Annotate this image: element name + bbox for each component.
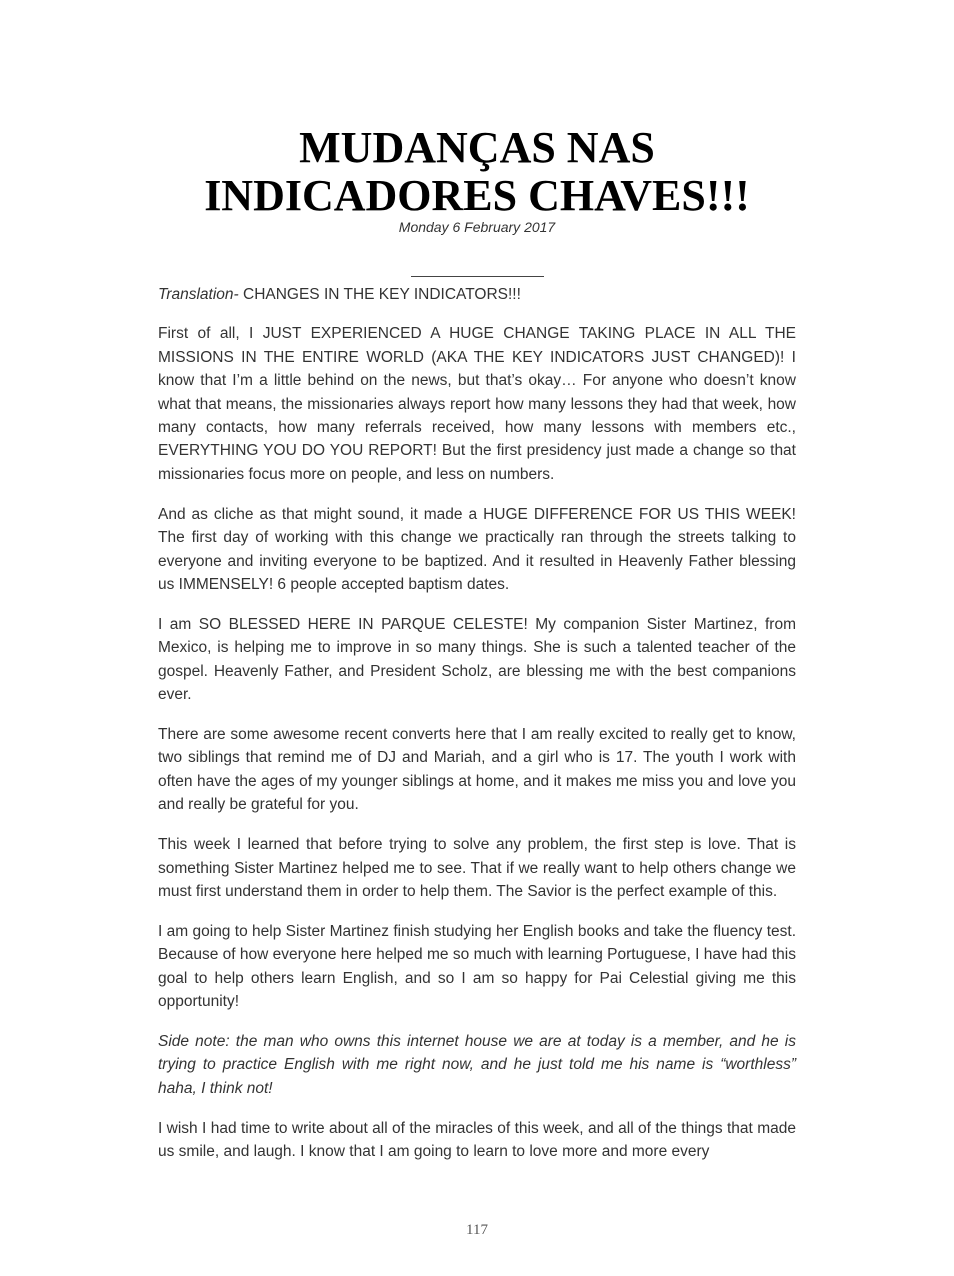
- paragraph: This week I learned that before trying to solve any problem, the first step is love. That is something Sister Martinez helped me to see. That if we really want to help others change we must first understand them in order to help them. The Savior is the perfect example of this.: [158, 836, 796, 900]
- paragraph: And as cliche as that might sound, it made a HUGE DIFFERENCE FOR US THIS WEEK! The first day of working with this change we practically ran through the streets talking to everyone and inviting everyone to be baptized. And it resulted in Heavenly Father blessing us IMMENSELY! 6 people accepted baptism dates.: [158, 505, 796, 593]
- article-body: [158, 283, 796, 1180]
- page-title: [0, 124, 954, 220]
- divider-rule: [411, 276, 544, 277]
- page-number: 117: [466, 1222, 488, 1238]
- translation-text: CHANGES IN THE KEY INDICATORS!!!: [238, 286, 521, 303]
- closing-paragraph: I wish I had time to write about all of the miracles of this week, and all of the things that made us smile, and laugh. I know that I am going to learn to love more and more every: [158, 1119, 796, 1161]
- paragraph: First of all, I JUST EXPERIENCED A HUGE CHANGE TAKING PLACE IN ALL THE MISSIONS IN THE ENTIRE WORLD (AKA THE KEY INDICATORS JUST CHANGED)! I know that I’m a little behind on the news, but that’s okay… For anyone who doesn’t know what that means, the missionaries always report how many lessons they had that week, how many contacts, how many referrals received, how many lessons with members etc., EVERYTHING YOU DO YOU REPORT! But the first presidency just made a change so that missionaries focus more on people, and less on numbers.: [158, 325, 796, 483]
- paragraph: I am SO BLESSED HERE IN PARQUE CELESTE! My companion Sister Martinez, from Mexico, is helping me to improve in so many things. She is such a talented teacher of the gospel. Heavenly Father, and President Scholz, are blessing me with the best companions ever.: [158, 615, 796, 704]
- translation-label: Translation-: [158, 286, 239, 303]
- paragraph: There are some awesome recent converts here that I am really excited to really get to know, two siblings that remind me of DJ and Mariah, and a girl who is 17. The youth I work with often have the ages of my younger siblings at home, and it makes me miss you and love you and really be grateful for you.: [158, 726, 796, 814]
- side-note: Side note: the man who owns this internet house we are at today is a member, and he is trying to practice English with me right now, and he just told me his name is “worthless” haha, I think not!: [158, 1032, 796, 1097]
- entry-date: Monday 6 February 2017: [398, 219, 556, 235]
- paragraph: I am going to help Sister Martinez finish studying her English books and take the fluency test. Because of how everyone here helped me so much with learning Portuguese, I have had this goal to help others learn English, and so I am so happy for Pai Celestial giving me this opportunity!: [158, 922, 796, 1011]
- page-title-line-1: MUDANÇAS NAS: [299, 123, 655, 172]
- translation-line: [158, 283, 796, 306]
- page-title-line-2: INDICADORES CHAVES!!!: [204, 171, 750, 220]
